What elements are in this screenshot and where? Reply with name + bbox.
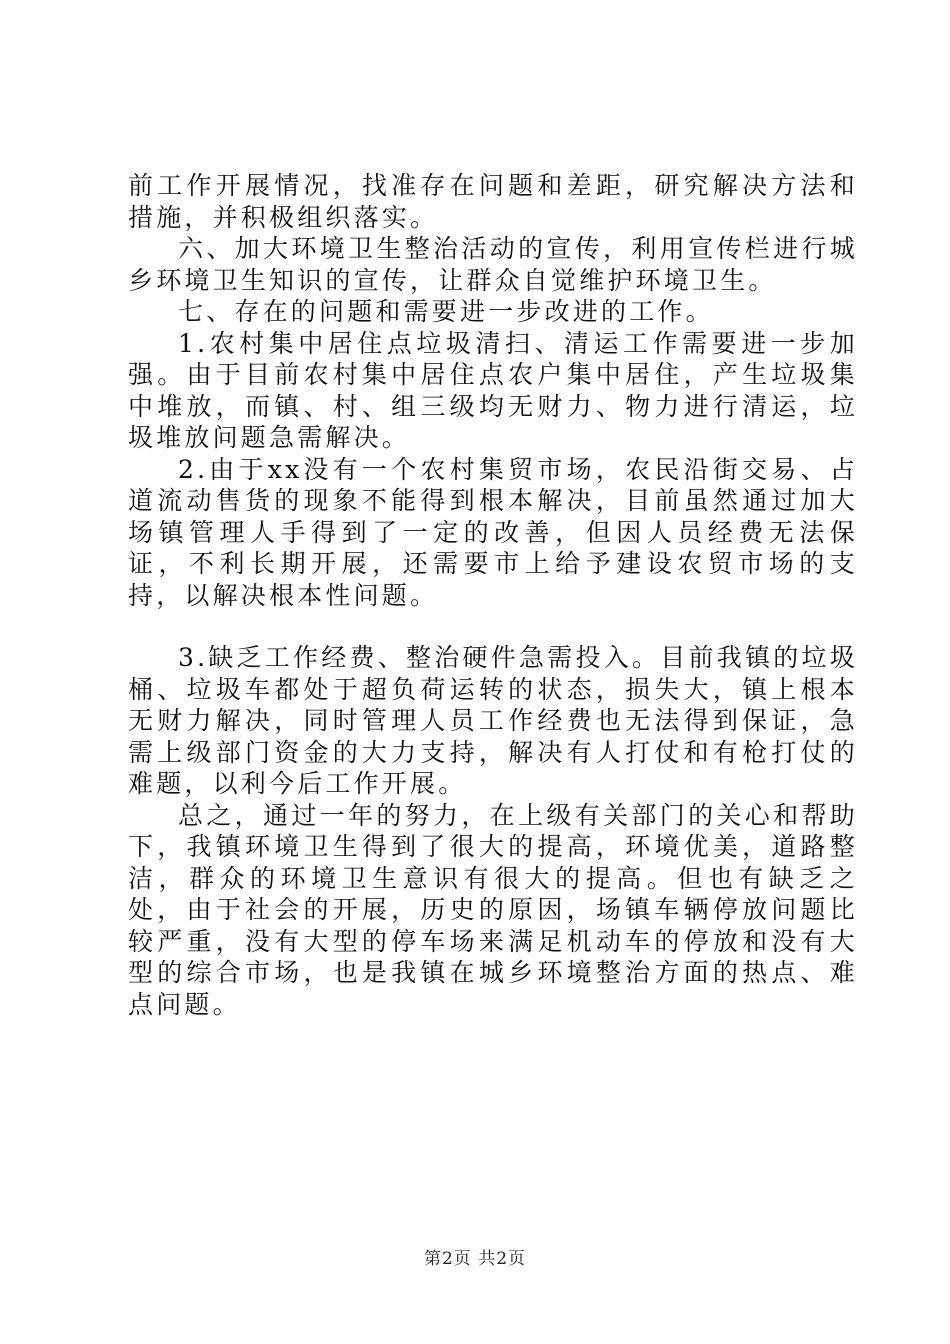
page-footer bbox=[0, 1244, 950, 1269]
paragraph-section-six: 六、加大环境卫生整治活动的宣传，利用宣传栏进行城乡环境卫生知识的宣传，让群众自觉维护环境卫生。 bbox=[128, 234, 858, 295]
paragraph-summary: 总之，通过一年的努力，在上级有关部门的关心和帮助下，我镇环境卫生得到了很大的提高，环境优美，道路整洁，群众的环境卫生意识有很大的提高。但也有缺乏之处，由于社会的开展，历史的原因，场镇车辆停放问题比较严重，没有大型的停车场来满足机动车的停放和没有大型的综合市场，也是我镇在城乡环境整治方面的热点、难点问题。 bbox=[128, 800, 858, 1019]
paragraph-continuation: 前工作开展情况，找准存在问题和差距，研究解决方法和措施，并积极组织落实。 bbox=[128, 171, 858, 232]
paragraph-item-3: 3.缺乏工作经费、整治硬件急需投入。目前我镇的垃圾桶、垃圾车都处于超负荷运转的状态，损失大，镇上根本无财力解决，同时管理人员工作经费也无法得到保证，急需上级部门资金的大力支持，解决有人打仗和有枪打仗的难题，以利今后工作开展。 bbox=[128, 643, 858, 798]
paragraph-item-2: 2.由于xx没有一个农村集贸市场，农民沿街交易、占道流动售货的现象不能得到根本解决，目前虽然通过加大场镇管理人手得到了一定的改善，但因人员经费无法保证，不利长期开展，还需要市上给予建设农贸市场的支持，以解决根本性问题。 bbox=[128, 454, 858, 610]
paragraph-section-seven-heading: 七、存在的问题和需要进一步改进的工作。 bbox=[178, 297, 714, 326]
page-number-label: 第2页 共2页 bbox=[423, 1249, 527, 1269]
paragraph-item-1: 1.农村集中居住点垃圾清扫、清运工作需要进一步加强。由于目前农村集中居住点农户集中居住，产生垃圾集中堆放，而镇、村、组三级均无财力、物力进行清运，垃圾堆放问题急需解决。 bbox=[128, 328, 858, 452]
document-body bbox=[128, 170, 858, 1020]
